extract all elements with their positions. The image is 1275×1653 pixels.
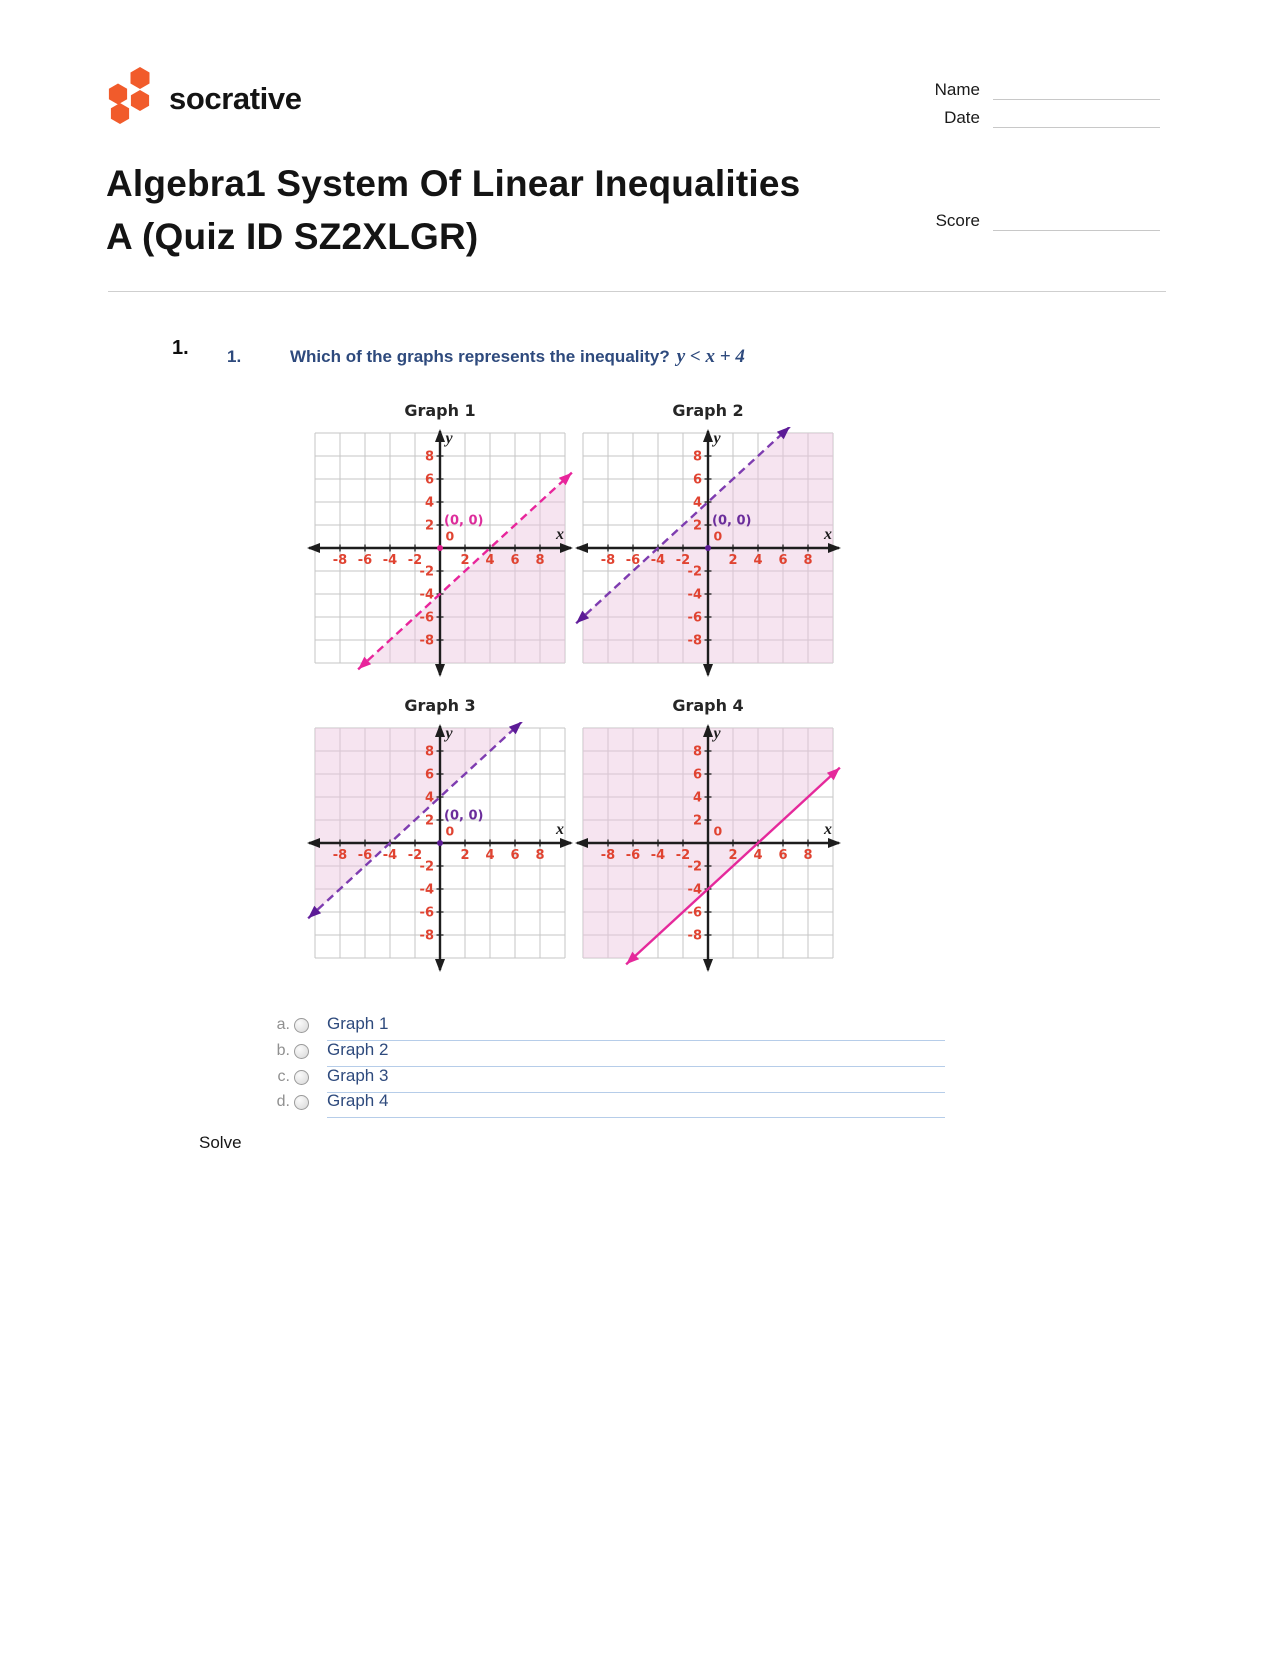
question-outer-number: 1. bbox=[172, 337, 189, 359]
date-label: Date bbox=[944, 108, 980, 127]
option-d-letter: d. bbox=[276, 1093, 290, 1110]
option-b-label[interactable]: Graph 2 bbox=[327, 1040, 389, 1059]
svg-text:-4: -4 bbox=[419, 882, 434, 898]
solve-label: Solve bbox=[199, 1133, 242, 1152]
svg-text:4: 4 bbox=[753, 553, 763, 568]
svg-text:y: y bbox=[713, 725, 721, 742]
svg-text:-6: -6 bbox=[687, 905, 702, 921]
svg-text:-2: -2 bbox=[407, 848, 423, 863]
svg-text:2: 2 bbox=[728, 553, 738, 568]
svg-text:6: 6 bbox=[692, 767, 702, 783]
svg-text:-2: -2 bbox=[687, 564, 702, 580]
option-row-a bbox=[250, 1014, 945, 1039]
question-math-expression: y < x + 4 bbox=[676, 346, 745, 367]
svg-text:-8: -8 bbox=[332, 553, 348, 568]
svg-text:-4: -4 bbox=[382, 848, 398, 863]
svg-text:-4: -4 bbox=[382, 553, 398, 568]
svg-text:-6: -6 bbox=[625, 553, 641, 568]
graph-2 bbox=[573, 401, 843, 684]
svg-text:x: x bbox=[824, 526, 832, 543]
option-row-d bbox=[250, 1091, 945, 1116]
svg-text:y: y bbox=[713, 430, 721, 447]
option-d-radio[interactable] bbox=[294, 1095, 309, 1110]
option-b-radio[interactable] bbox=[294, 1044, 309, 1059]
svg-text:-2: -2 bbox=[675, 553, 691, 568]
svg-text:-4: -4 bbox=[419, 587, 434, 603]
svg-text:-8: -8 bbox=[687, 928, 702, 944]
header-divider bbox=[108, 291, 1166, 292]
option-d-answer-line bbox=[327, 1117, 945, 1118]
svg-text:6: 6 bbox=[424, 767, 434, 783]
svg-text:0: 0 bbox=[713, 823, 723, 839]
svg-text:6: 6 bbox=[424, 472, 434, 488]
svg-text:x: x bbox=[556, 821, 564, 838]
question-text bbox=[290, 346, 745, 368]
option-row-c bbox=[250, 1066, 945, 1091]
graph-3-title: Graph 3 bbox=[404, 696, 476, 715]
socrative-hexagons-icon bbox=[103, 64, 165, 126]
svg-text:-4: -4 bbox=[687, 882, 702, 898]
svg-text:(0, 0): (0, 0) bbox=[444, 808, 484, 824]
option-a-letter: a. bbox=[276, 1016, 290, 1033]
svg-text:-6: -6 bbox=[419, 905, 434, 921]
svg-text:2: 2 bbox=[692, 518, 702, 534]
svg-text:-2: -2 bbox=[419, 859, 434, 875]
svg-text:4: 4 bbox=[424, 790, 434, 806]
svg-text:8: 8 bbox=[535, 553, 545, 568]
option-c-label[interactable]: Graph 3 bbox=[327, 1066, 389, 1085]
svg-text:-6: -6 bbox=[357, 553, 373, 568]
svg-text:-2: -2 bbox=[675, 848, 691, 863]
option-a-radio[interactable] bbox=[294, 1018, 309, 1033]
svg-text:4: 4 bbox=[753, 848, 763, 863]
graph-1-plot-area bbox=[305, 427, 575, 684]
question-number: 1. bbox=[227, 347, 242, 366]
svg-text:6: 6 bbox=[510, 848, 520, 863]
svg-text:-2: -2 bbox=[687, 859, 702, 875]
option-b-letter: b. bbox=[276, 1042, 290, 1059]
svg-text:-2: -2 bbox=[407, 553, 423, 568]
score-write-line bbox=[993, 230, 1160, 231]
svg-text:y: y bbox=[445, 725, 453, 742]
svg-text:8: 8 bbox=[692, 449, 702, 465]
svg-text:4: 4 bbox=[485, 848, 495, 863]
svg-text:-4: -4 bbox=[650, 553, 666, 568]
svg-text:4: 4 bbox=[485, 553, 495, 568]
socrative-logo bbox=[103, 64, 302, 126]
svg-text:6: 6 bbox=[510, 553, 520, 568]
svg-text:6: 6 bbox=[692, 472, 702, 488]
name-label: Name bbox=[934, 80, 980, 99]
graph-4-title: Graph 4 bbox=[672, 696, 744, 715]
svg-text:8: 8 bbox=[424, 449, 434, 465]
svg-text:2: 2 bbox=[424, 813, 434, 829]
graph-2-svg bbox=[573, 427, 843, 679]
option-a-label[interactable]: Graph 1 bbox=[327, 1014, 389, 1033]
svg-text:-6: -6 bbox=[625, 848, 641, 863]
svg-text:-8: -8 bbox=[419, 928, 434, 944]
svg-text:8: 8 bbox=[692, 744, 702, 760]
svg-text:6: 6 bbox=[778, 848, 788, 863]
question-prompt: Which of the graphs represents the inequality? bbox=[290, 347, 670, 366]
svg-text:4: 4 bbox=[692, 790, 702, 806]
svg-text:2: 2 bbox=[460, 848, 470, 863]
svg-text:(0, 0): (0, 0) bbox=[444, 513, 484, 529]
graph-4-plot-area bbox=[573, 722, 843, 979]
svg-text:y: y bbox=[445, 430, 453, 447]
svg-text:0: 0 bbox=[445, 528, 455, 544]
svg-text:-8: -8 bbox=[332, 848, 348, 863]
svg-text:x: x bbox=[556, 526, 564, 543]
score-label: Score bbox=[935, 211, 980, 230]
svg-text:4: 4 bbox=[424, 495, 434, 511]
svg-text:(0, 0): (0, 0) bbox=[712, 513, 752, 529]
svg-text:-4: -4 bbox=[687, 587, 702, 603]
graph-3-svg bbox=[305, 722, 575, 974]
graph-4-svg bbox=[573, 722, 843, 974]
graph-1 bbox=[305, 401, 575, 684]
svg-text:4: 4 bbox=[692, 495, 702, 511]
svg-text:-6: -6 bbox=[357, 848, 373, 863]
logo-wordmark: socrative bbox=[169, 81, 302, 116]
date-write-line bbox=[993, 127, 1160, 128]
svg-text:-8: -8 bbox=[687, 633, 702, 649]
svg-text:8: 8 bbox=[424, 744, 434, 760]
name-write-line bbox=[993, 99, 1160, 100]
graph-3 bbox=[305, 696, 575, 979]
graph-2-title: Graph 2 bbox=[672, 401, 744, 420]
quiz-title: Algebra1 System Of Linear Inequalities A (Quiz ID SZ2XLGR) bbox=[106, 163, 801, 257]
svg-text:-8: -8 bbox=[600, 848, 616, 863]
svg-text:8: 8 bbox=[535, 848, 545, 863]
svg-text:8: 8 bbox=[803, 553, 813, 568]
svg-text:6: 6 bbox=[778, 553, 788, 568]
svg-text:x: x bbox=[824, 821, 832, 838]
svg-text:2: 2 bbox=[728, 848, 738, 863]
svg-text:0: 0 bbox=[445, 823, 455, 839]
svg-text:-6: -6 bbox=[687, 610, 702, 626]
option-c-radio[interactable] bbox=[294, 1070, 309, 1085]
svg-text:-4: -4 bbox=[650, 848, 666, 863]
svg-text:2: 2 bbox=[424, 518, 434, 534]
option-c-letter: c. bbox=[277, 1068, 290, 1085]
svg-text:-8: -8 bbox=[600, 553, 616, 568]
graph-2-plot-area bbox=[573, 427, 843, 684]
svg-text:-6: -6 bbox=[419, 610, 434, 626]
graph-4 bbox=[573, 696, 843, 979]
svg-text:2: 2 bbox=[692, 813, 702, 829]
option-row-b bbox=[250, 1040, 945, 1065]
graph-1-title: Graph 1 bbox=[404, 401, 476, 420]
svg-text:-2: -2 bbox=[419, 564, 434, 580]
svg-text:2: 2 bbox=[460, 553, 470, 568]
svg-text:0: 0 bbox=[713, 528, 723, 544]
graph-1-svg bbox=[305, 427, 575, 679]
graph-3-plot-area bbox=[305, 722, 575, 979]
svg-text:-8: -8 bbox=[419, 633, 434, 649]
option-d-label[interactable]: Graph 4 bbox=[327, 1091, 389, 1110]
svg-text:8: 8 bbox=[803, 848, 813, 863]
